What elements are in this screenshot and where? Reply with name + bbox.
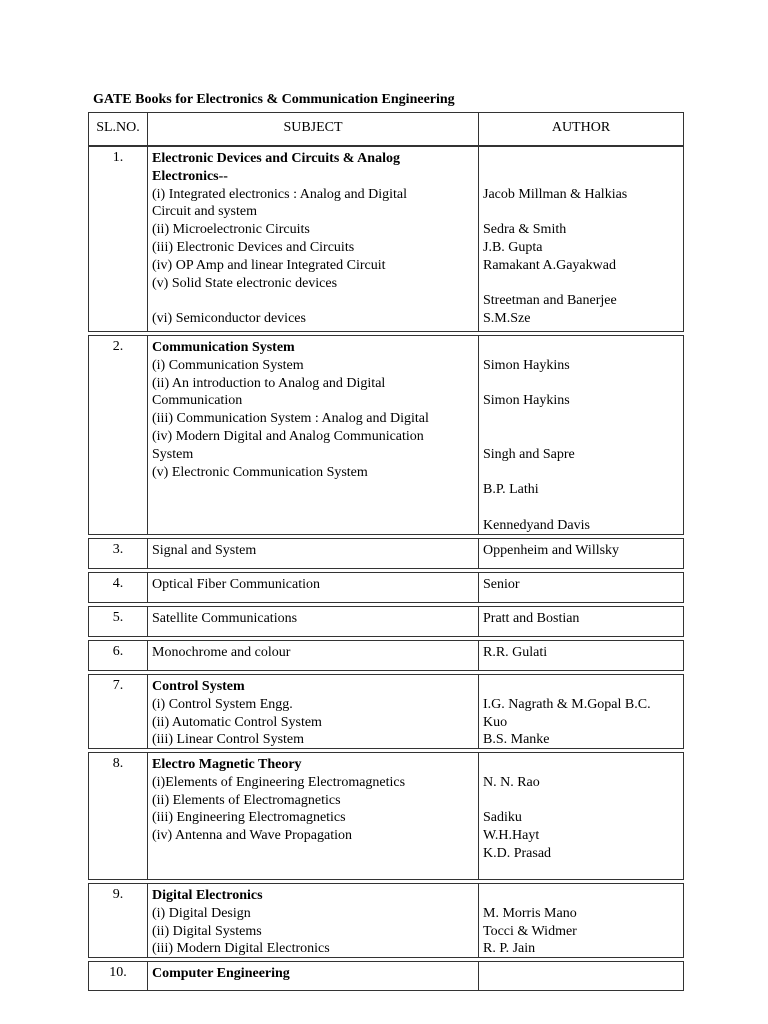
row-number: 9. — [89, 884, 148, 957]
table-row — [88, 640, 684, 671]
subject-line: Satellite Communications — [152, 611, 298, 626]
author-line — [483, 887, 679, 905]
subject-line: (iii) Modern Digital Electronics — [152, 941, 330, 957]
subject-cell — [148, 336, 479, 534]
author-line: Simon Haykins — [483, 393, 570, 409]
author-line — [483, 339, 679, 357]
author-cell — [479, 641, 683, 670]
author-cell — [479, 884, 683, 957]
author-line — [483, 965, 679, 983]
subject-line: (iii) Communication System : Analog and Digital — [152, 411, 429, 427]
table-row — [88, 674, 684, 749]
table-row — [88, 538, 684, 569]
subject-line: (vi) Semiconductor devices — [152, 311, 306, 327]
subject-line: Circuit and system — [152, 204, 257, 220]
subject-heading: Digital Electronics — [152, 888, 263, 903]
row-number: 4. — [89, 573, 148, 602]
table-row — [88, 883, 684, 958]
author-line: Simon Haykins — [483, 357, 570, 373]
subject-heading: Computer Engineering — [152, 966, 290, 981]
author-cell — [479, 147, 683, 331]
row-number: 7. — [89, 675, 148, 748]
author-cell — [479, 607, 683, 636]
author-line: Kuo — [483, 714, 508, 730]
subject-cell — [148, 884, 479, 957]
subject-line: (v) Solid State electronic devices — [152, 275, 338, 291]
table-row — [88, 146, 684, 332]
subject-line — [152, 292, 474, 310]
subject-heading: Electronics-- — [152, 168, 228, 184]
subject-line: (i) Communication System — [152, 357, 304, 373]
subject-line: (iii) Linear Control System — [152, 732, 305, 748]
author-line: K.D. Prasad — [483, 845, 552, 861]
author-line: M. Morris Mano — [483, 905, 577, 921]
author-line — [483, 678, 679, 696]
author-line: Singh and Sapre — [483, 446, 575, 462]
row-number: 2. — [89, 336, 148, 534]
table-row — [88, 606, 684, 637]
subject-cell — [148, 607, 479, 636]
subject-line: Signal and System — [152, 543, 257, 558]
author-line: N. N. Rao — [483, 774, 540, 790]
row-number: 6. — [89, 641, 148, 670]
author-line: Kennedyand Davis — [483, 517, 590, 533]
author-cell — [479, 336, 683, 534]
books-table — [88, 112, 684, 991]
subject-heading: Communication System — [152, 340, 295, 355]
table-row — [88, 335, 684, 535]
author-line — [483, 756, 679, 774]
table-row — [88, 572, 684, 603]
author-line: R.R. Gulati — [483, 645, 548, 660]
table-body — [88, 146, 684, 991]
author-line: R. P. Jain — [483, 941, 536, 957]
header-sl-no: SL.NO. — [89, 113, 148, 145]
author-line — [483, 275, 679, 293]
subject-line: Optical Fiber Communication — [152, 577, 320, 592]
subject-heading: Electro Magnetic Theory — [152, 757, 302, 772]
author-cell — [479, 962, 683, 990]
subject-heading: Control System — [152, 679, 245, 694]
author-line: B.S. Manke — [483, 732, 550, 748]
author-line — [483, 428, 679, 446]
author-line: Jacob Millman & Halkias — [483, 186, 628, 202]
subject-cell — [148, 675, 479, 748]
author-line — [483, 499, 679, 517]
subject-cell — [148, 962, 479, 990]
subject-line: (ii) Digital Systems — [152, 923, 262, 939]
subject-line: (ii) An introduction to Analog and Digital — [152, 375, 386, 391]
author-cell — [479, 573, 683, 602]
author-line — [483, 464, 679, 482]
subject-line: (iii) Electronic Devices and Circuits — [152, 239, 355, 255]
subject-line: (i) Digital Design — [152, 905, 251, 921]
subject-line: (iv) OP Amp and linear Integrated Circuit — [152, 257, 386, 273]
author-line — [483, 168, 679, 186]
table-row — [88, 961, 684, 991]
author-line: W.H.Hayt — [483, 828, 540, 844]
subject-cell — [148, 147, 479, 331]
table-header-row — [88, 112, 684, 146]
subject-line: (i) Integrated electronics : Analog and Digital — [152, 186, 408, 202]
subject-heading: Electronic Devices and Circuits & Analog — [152, 151, 400, 166]
subject-line: (i)Elements of Engineering Electromagnetics — [152, 774, 406, 790]
author-line: I.G. Nagrath & M.Gopal B.C. — [483, 696, 651, 712]
subject-line: (iii) Engineering Electromagnetics — [152, 810, 346, 826]
subject-cell — [148, 641, 479, 670]
subject-cell — [148, 539, 479, 568]
header-subject: SUBJECT — [148, 113, 479, 145]
author-line: Sedra & Smith — [483, 222, 567, 238]
row-number: 5. — [89, 607, 148, 636]
subject-line: (iv) Antenna and Wave Propagation — [152, 828, 353, 844]
author-line — [483, 792, 679, 810]
subject-line: System — [152, 446, 194, 462]
subject-cell — [148, 573, 479, 602]
row-number: 8. — [89, 753, 148, 879]
subject-line: Monochrome and colour — [152, 645, 291, 660]
author-line: S.M.Sze — [483, 311, 531, 327]
row-number: 10. — [89, 962, 148, 990]
author-line: Pratt and Bostian — [483, 611, 580, 626]
author-line — [483, 375, 679, 393]
author-line: Tocci & Widmer — [483, 923, 577, 939]
table-row — [88, 752, 684, 880]
author-line: Sadiku — [483, 810, 522, 826]
row-number: 3. — [89, 539, 148, 568]
subject-line: (ii) Elements of Electromagnetics — [152, 792, 341, 808]
author-line: Ramakant A.Gayakwad — [483, 257, 616, 273]
subject-line: (v) Electronic Communication System — [152, 464, 368, 480]
page-title: GATE Books for Electronics & Communication Engineering — [93, 92, 455, 107]
author-line — [483, 410, 679, 428]
subject-line: (ii) Automatic Control System — [152, 714, 322, 730]
author-cell — [479, 539, 683, 568]
author-line: B.P. Lathi — [483, 482, 539, 498]
subject-line: (iv) Modern Digital and Analog Communication — [152, 428, 424, 444]
row-number: 1. — [89, 147, 148, 331]
author-line — [483, 203, 679, 221]
author-line: Senior — [483, 577, 520, 592]
author-line — [483, 150, 679, 168]
subject-line: (i) Control System Engg. — [152, 696, 293, 712]
author-cell — [479, 753, 683, 879]
author-line: Streetman and Banerjee — [483, 293, 617, 309]
subject-line: Communication — [152, 393, 243, 409]
header-author: AUTHOR — [551, 120, 611, 135]
author-line: J.B. Gupta — [483, 239, 543, 255]
author-cell — [479, 675, 683, 748]
author-line: Oppenheim and Willsky — [483, 543, 620, 558]
subject-line: (ii) Microelectronic Circuits — [152, 222, 310, 238]
subject-cell — [148, 753, 479, 879]
